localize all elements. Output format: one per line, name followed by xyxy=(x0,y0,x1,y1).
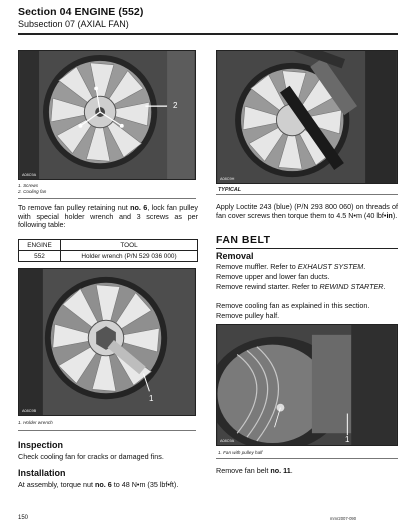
figure-code: A08C9H xyxy=(220,177,235,181)
figure-code: A08C9B xyxy=(22,409,37,413)
figure-holder-wrench xyxy=(18,268,196,416)
figure-2-captions xyxy=(18,420,53,426)
table-header: ENGINE xyxy=(19,240,61,251)
removal-step xyxy=(216,263,398,272)
text-run: To remove fan pulley retaining nut xyxy=(18,203,131,212)
caption-line: 1. Holder wrench xyxy=(18,420,53,425)
figure-fan-with-pulley-half xyxy=(216,324,398,446)
figure-4-captions xyxy=(218,450,262,456)
document-code: mmr2007-090 xyxy=(330,516,357,521)
table-header-row xyxy=(19,240,198,251)
text-run: . xyxy=(383,282,386,291)
subsection-title: Subsection 07 (AXIAL FAN) xyxy=(18,19,129,29)
figure-3-caption: TYPICAL xyxy=(218,187,242,193)
inspection-text: Check cooling fan for cracks or damaged fins. xyxy=(18,452,164,461)
fan-photo-illustration xyxy=(19,51,195,179)
caption-rule xyxy=(18,430,196,431)
removal-step xyxy=(216,283,398,292)
text-run: Remove muffler. Refer to xyxy=(216,262,298,271)
heading-rule xyxy=(216,248,398,249)
text-run: to 48 N•m (35 lbf•ft). xyxy=(111,480,179,489)
caption-line: 2. Cooling fan xyxy=(18,189,47,194)
callout-1: 1 xyxy=(345,435,350,444)
fan-belt-heading: FAN BELT xyxy=(216,234,271,246)
unit-emphasis: in xyxy=(386,210,393,220)
section-title: Section 04 ENGINE (552) xyxy=(18,6,144,18)
inspection-heading: Inspection xyxy=(18,440,64,450)
text-run: Apply Loctite 243 (blue) (P/N 293 800 060) on threads of fan cover screws then torque them to 4.5 N•m (40 lbf• xyxy=(216,202,398,220)
pulley-photo-illustration xyxy=(217,325,397,445)
caption-rule xyxy=(216,194,398,195)
figure-typical-fan-cover xyxy=(216,50,398,184)
callout-1: 1 xyxy=(149,394,154,403)
reference-link-text: EXHAUST SYSTEM xyxy=(297,262,364,271)
part-number: no. 11 xyxy=(270,466,291,475)
text-run: At assembly, torque nut xyxy=(18,480,95,489)
installation-heading: Installation xyxy=(18,468,66,478)
table-header: TOOL xyxy=(61,240,198,251)
text-run: Remove rewind starter. Refer to xyxy=(216,282,320,291)
text-run: ). xyxy=(392,210,398,220)
caption-rule xyxy=(18,198,196,199)
tool-table xyxy=(18,239,198,262)
removal-step xyxy=(216,302,398,311)
table-cell: Holder wrench (P/N 529 036 000) xyxy=(61,251,198,262)
page-number: 150 xyxy=(18,515,29,521)
table-row xyxy=(19,251,198,262)
caption-rule xyxy=(216,458,398,459)
removal-step xyxy=(216,312,398,321)
figure-code: A08C9A xyxy=(220,439,235,443)
text-run: . xyxy=(363,262,366,271)
remove-pulley-paragraph xyxy=(18,204,198,230)
fan-cover-photo-illustration xyxy=(217,51,397,183)
remove-fan-belt-text xyxy=(216,467,398,476)
table-cell: 552 xyxy=(19,251,61,262)
page-header xyxy=(18,6,398,29)
caption-line: 1. Fan with pulley half xyxy=(218,450,263,455)
text-run: Remove fan belt xyxy=(216,466,271,475)
loctite-paragraph xyxy=(216,203,398,220)
reference-link-text: REWIND STARTER xyxy=(319,282,384,291)
installation-text xyxy=(18,481,198,490)
figure-1-captions xyxy=(18,183,46,195)
figure-cooling-fan-screws xyxy=(18,50,196,180)
text-run: Remove cooling fan as explained in this section. xyxy=(216,301,370,310)
part-number: no. 6 xyxy=(94,480,112,489)
text-run: , lock fan pulley with special holder wrench and 3 screws as per following table: xyxy=(18,203,198,230)
figure-code: A08C9A xyxy=(22,173,37,177)
text-run: . xyxy=(290,466,293,475)
header-rule xyxy=(18,33,398,35)
text-run: Remove pulley half. xyxy=(216,311,280,320)
part-number: no. 6 xyxy=(130,203,148,212)
removal-heading: Removal xyxy=(216,251,254,261)
caption-line: 1. Screws xyxy=(18,183,39,188)
text-run: Remove upper and lower fan ducts. xyxy=(216,272,330,281)
removal-step xyxy=(216,273,398,282)
holder-wrench-photo-illustration xyxy=(19,269,195,415)
callout-2: 2 xyxy=(173,101,178,110)
